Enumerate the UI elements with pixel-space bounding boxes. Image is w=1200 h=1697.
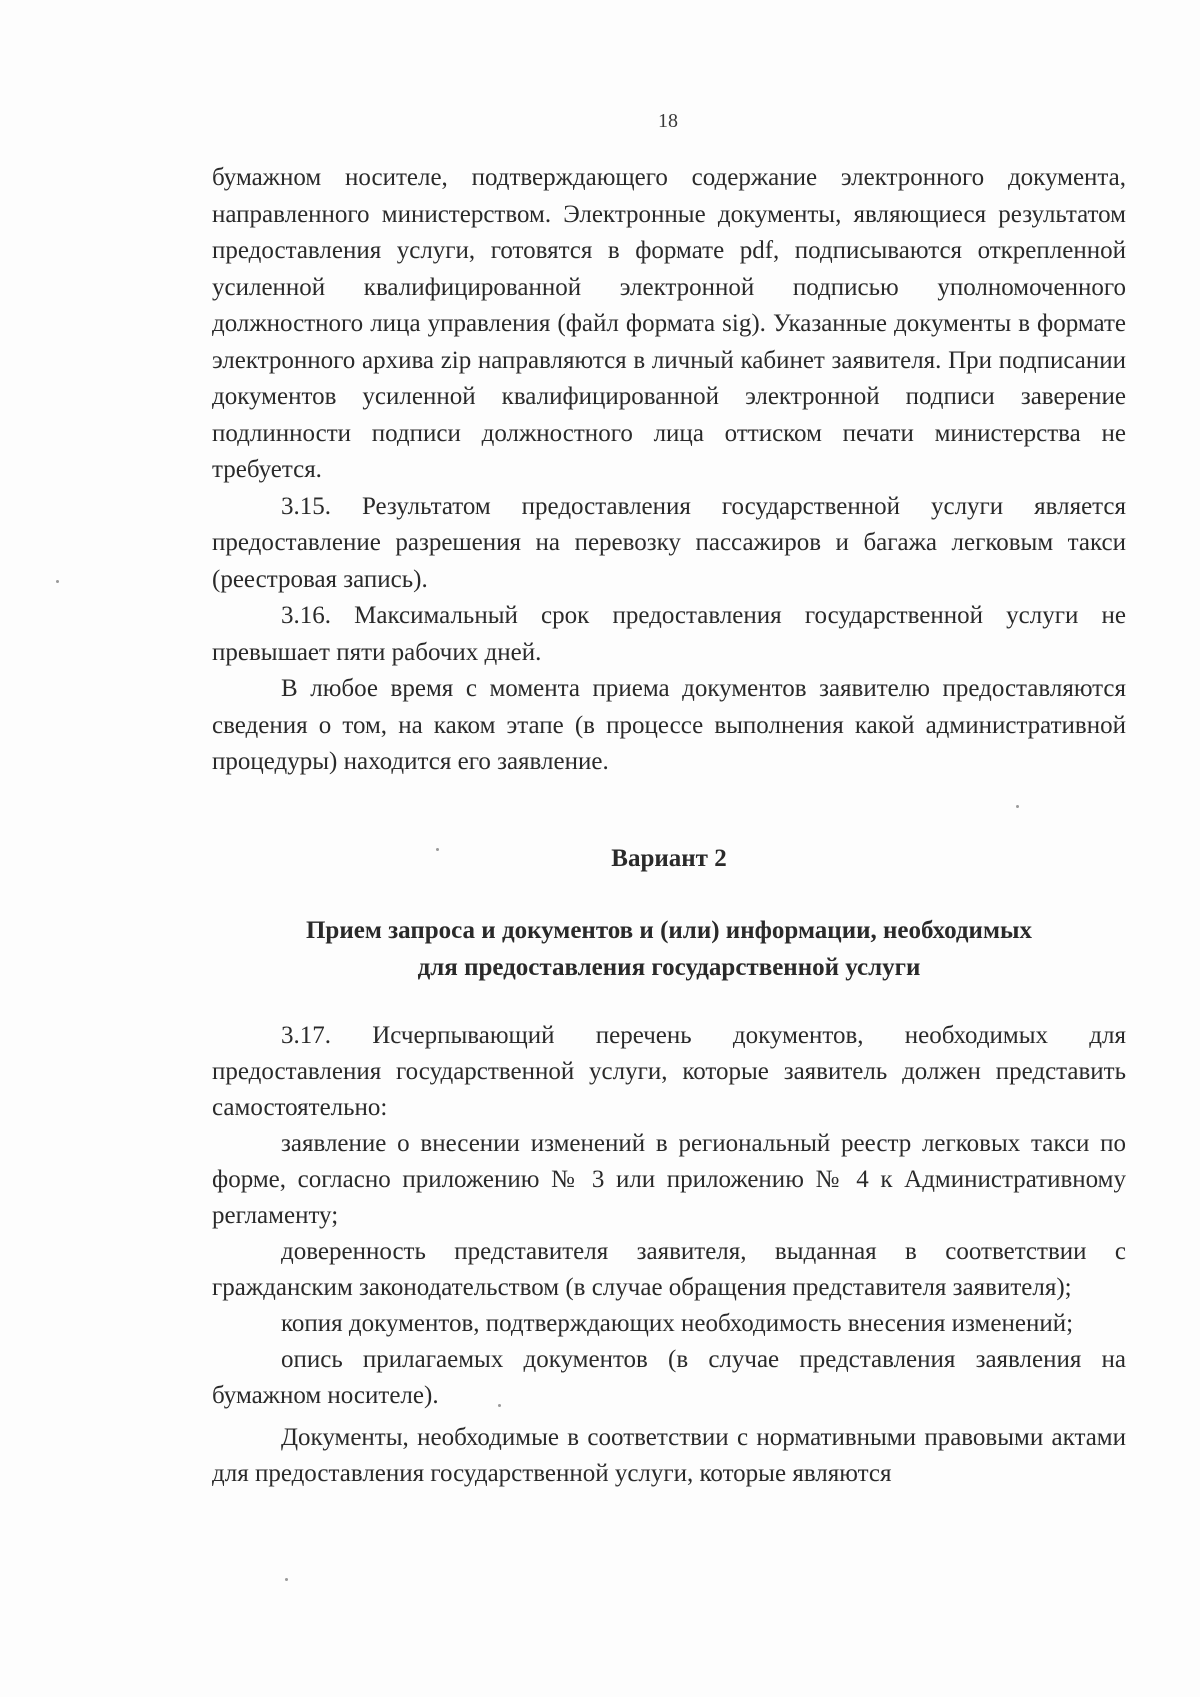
paragraph: заявление о внесении изменений в региональный реестр легковых такси по форме, согласно приложению № 3 или приложению № 4 к Административному регламенту; <box>212 1130 1126 1229</box>
body-text-top <box>212 160 1126 781</box>
paragraph: бумажном носителе, подтверждающего содержание электронного документа, направленного министерством. Электронные документы, являющиеся результатом предоставления услуги, готовятся в формате pdf, подписываются открепленной усиленной квалифицированной электронной подписью уполномоченного должностного лица управления (файл формата sig). Указанные документы в формате электронного архива zip направляются в личный кабинет заявителя. При подписании документов усиленной квалифицированной электронной подписи заверение подлинности подписи должностного лица оттиском печати министерства не требуется. <box>212 164 1126 483</box>
variant-heading: Вариант 2 <box>611 845 727 872</box>
paragraph: копия документов, подтверждающих необходимость внесения изменений; <box>281 1310 1074 1337</box>
paragraph: опись прилагаемых документов (в случае представления заявления на бумажном носителе). <box>212 1346 1126 1409</box>
section-heading-line: для предоставления государственной услуги <box>417 954 921 981</box>
paragraph: 3.15. Результатом предоставления государственной услуги является предоставление разрешения на перевозку пассажиров и багажа легковым такси (реестровая запись). <box>212 492 1126 593</box>
scan-speck <box>285 1578 288 1581</box>
paragraph: 3.16. Максимальный срок предоставления государственной услуги не превышает пяти рабочих дней. <box>212 602 1126 666</box>
paragraph: Документы, необходимые в соответствии с нормативными правовыми актами для предоставления государственной услуги, которые являются <box>212 1424 1126 1487</box>
section-heading <box>212 912 1126 986</box>
paragraph: доверенность представителя заявителя, выданная в соответствии с гражданским законодательством (в случае обращения представителя заявителя); <box>212 1238 1126 1301</box>
body-text-bottom <box>212 1018 1126 1492</box>
scan-speck <box>56 580 59 583</box>
page-number: 18 <box>658 110 678 132</box>
paragraph: В любое время с момента приема документов заявителю предоставляются сведения о том, на каком этапе (в процессе выполнения какой административной процедуры) находится его заявление. <box>212 675 1126 775</box>
scan-speck <box>436 848 439 851</box>
section-heading-line: Прием запроса и документов и (или) информации, необходимых <box>305 917 1032 944</box>
scan-speck <box>498 1404 501 1407</box>
scan-speck <box>1016 805 1019 808</box>
paragraph: 3.17. Исчерпывающий перечень документов, необходимых для предоставления государственной услуги, которые заявитель должен представить самостоятельно: <box>212 1022 1126 1121</box>
